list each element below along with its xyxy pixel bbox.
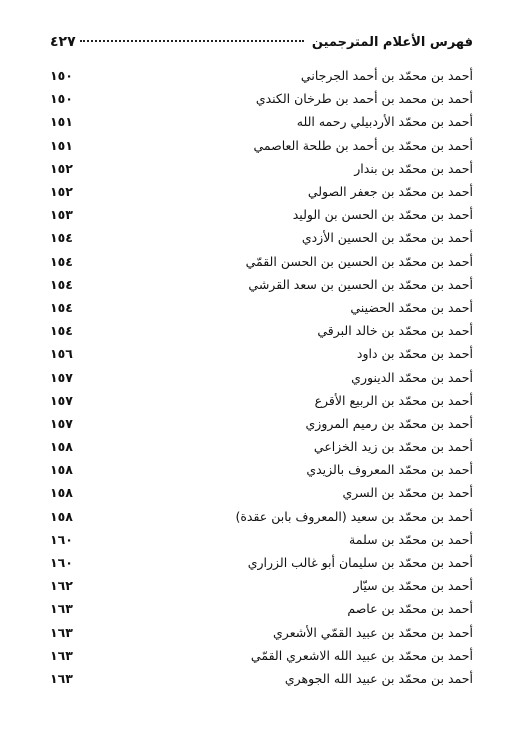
index-entry	[50, 64, 473, 87]
index-entry	[50, 621, 473, 644]
index-entry	[50, 110, 473, 133]
entry-page-number: ١٦٢	[50, 578, 73, 594]
entry-page-number: ١٥٤	[50, 253, 73, 269]
entry-name: أحمد بن محمّد الدينوري	[351, 369, 473, 385]
entry-page-number: ١٥٨	[50, 485, 73, 501]
entry-name: أحمد بن محمّد بن أحمد بن طلحة العاصمي	[253, 137, 473, 153]
entry-page-number: ١٥٣	[50, 207, 73, 223]
entry-page-number: ١٥١	[50, 137, 73, 153]
entry-name: أحمد بن محمّد بن زيد الخزاعي	[313, 439, 473, 455]
index-entry	[50, 412, 473, 435]
entry-name: أحمد بن محمد بن أحمد بن طرخان الكندي	[255, 91, 473, 107]
entry-name: أحمد بن محمّد الأردبيلي رحمه الله	[296, 114, 473, 130]
index-entry	[50, 319, 473, 342]
entry-name: أحمد بن محمّد بن سعيد (المعروف بابن عقدة)	[235, 508, 473, 524]
index-entry	[50, 342, 473, 365]
index-entry	[50, 157, 473, 180]
index-entry	[50, 389, 473, 412]
entry-page-number: ١٦٣	[50, 624, 73, 640]
entry-page-number: ١٥٦	[50, 346, 73, 362]
index-entry	[50, 667, 473, 690]
entry-name: أحمد بن محمّد بن عبيد القمّي الأشعري	[273, 624, 473, 640]
entry-page-number: ١٥٠	[50, 91, 73, 107]
index-entry	[50, 296, 473, 319]
index-entry	[50, 644, 473, 667]
entry-name: أحمد بن محمّد بن الربيع الأقرع	[314, 392, 473, 408]
header-page-number: ٤٢٧	[50, 34, 76, 50]
index-entry	[50, 226, 473, 249]
entry-name: أحمد بن محمّد بن سلمة	[349, 531, 473, 547]
entry-page-number: ١٥٧	[50, 392, 73, 408]
index-entry	[50, 180, 473, 203]
entry-page-number: ١٥٧	[50, 415, 73, 431]
entry-name: أحمد بن محمّد بن أحمد الجرجاني	[300, 68, 473, 84]
entry-name: أحمد بن محمّد بن سليمان أبو غالب الزراري	[247, 555, 473, 571]
entry-page-number: ١٥٤	[50, 323, 73, 339]
entry-page-number: ١٦٣	[50, 670, 73, 686]
entry-page-number: ١٥٧	[50, 369, 73, 385]
entry-page-number: ١٥٨	[50, 439, 73, 455]
index-entry	[50, 505, 473, 528]
running-header	[50, 34, 473, 56]
entry-page-number: ١٥٤	[50, 230, 73, 246]
index-entry	[50, 87, 473, 110]
entry-name: أحمد بن محمّد بن الحسن بن الوليد	[292, 207, 473, 223]
entry-name: أحمد بن محمّد بن الحسين الأزدي	[301, 230, 473, 246]
index-entry	[50, 365, 473, 388]
entry-page-number: ١٥٠	[50, 68, 73, 84]
index-entry	[50, 203, 473, 226]
entry-name: أحمد بن محمّد المعروف بالزيدي	[306, 462, 473, 478]
entry-page-number: ١٥٤	[50, 276, 73, 292]
index-entry	[50, 574, 473, 597]
entry-name: أحمد بن محمّد بن عبيد الله الاشعري القمّي	[250, 647, 473, 663]
entry-name: أحمد بن محمّد بن بندار	[354, 160, 473, 176]
header-title: فهرس الأعلام المترجمين	[311, 35, 473, 50]
entry-name: أحمد بن محمّد بن رميم المروزي	[305, 415, 473, 431]
entry-page-number: ١٥٨	[50, 462, 73, 478]
entry-page-number: ١٥٨	[50, 508, 73, 524]
entry-page-number: ١٦٣	[50, 647, 73, 663]
index-entry	[50, 273, 473, 296]
entry-name: أحمد بن محمّد بن جعفر الصولي	[307, 184, 473, 200]
index-entry	[50, 134, 473, 157]
index-entry	[50, 250, 473, 273]
dot-leader	[80, 40, 304, 42]
entry-name: أحمد بن محمّد بن خالد البرقي	[317, 323, 473, 339]
entry-page-number: ١٦٠	[50, 531, 73, 547]
entry-name: أحمد بن محمّد بن عاصم	[347, 601, 473, 617]
entry-page-number: ١٥٢	[50, 184, 73, 200]
index-entry	[50, 597, 473, 620]
index-entry-list	[50, 64, 473, 690]
entry-page-number: ١٥٤	[50, 299, 73, 315]
entry-name: أحمد بن محمّد بن داود	[356, 346, 473, 362]
entry-name: أحمد بن محمّد بن الحسين بن سعد القرشي	[248, 276, 473, 292]
index-entry	[50, 481, 473, 504]
index-entry	[50, 458, 473, 481]
entry-page-number: ١٦٠	[50, 555, 73, 571]
index-entry	[50, 435, 473, 458]
entry-page-number: ١٦٣	[50, 601, 73, 617]
entry-page-number: ١٥٢	[50, 160, 73, 176]
entry-name: أحمد بن محمّد بن عبيد الله الجوهري	[284, 670, 473, 686]
entry-page-number: ١٥١	[50, 114, 73, 130]
entry-name: أحمد بن محمّد الحضيني	[350, 299, 473, 315]
entry-name: أحمد بن محمّد بن الحسين بن الحسن القمّي	[245, 253, 473, 269]
entry-name: أحمد بن محمّد بن سيّار	[353, 578, 473, 594]
index-entry	[50, 551, 473, 574]
entry-name: أحمد بن محمّد بن السري	[342, 485, 473, 501]
index-entry	[50, 528, 473, 551]
